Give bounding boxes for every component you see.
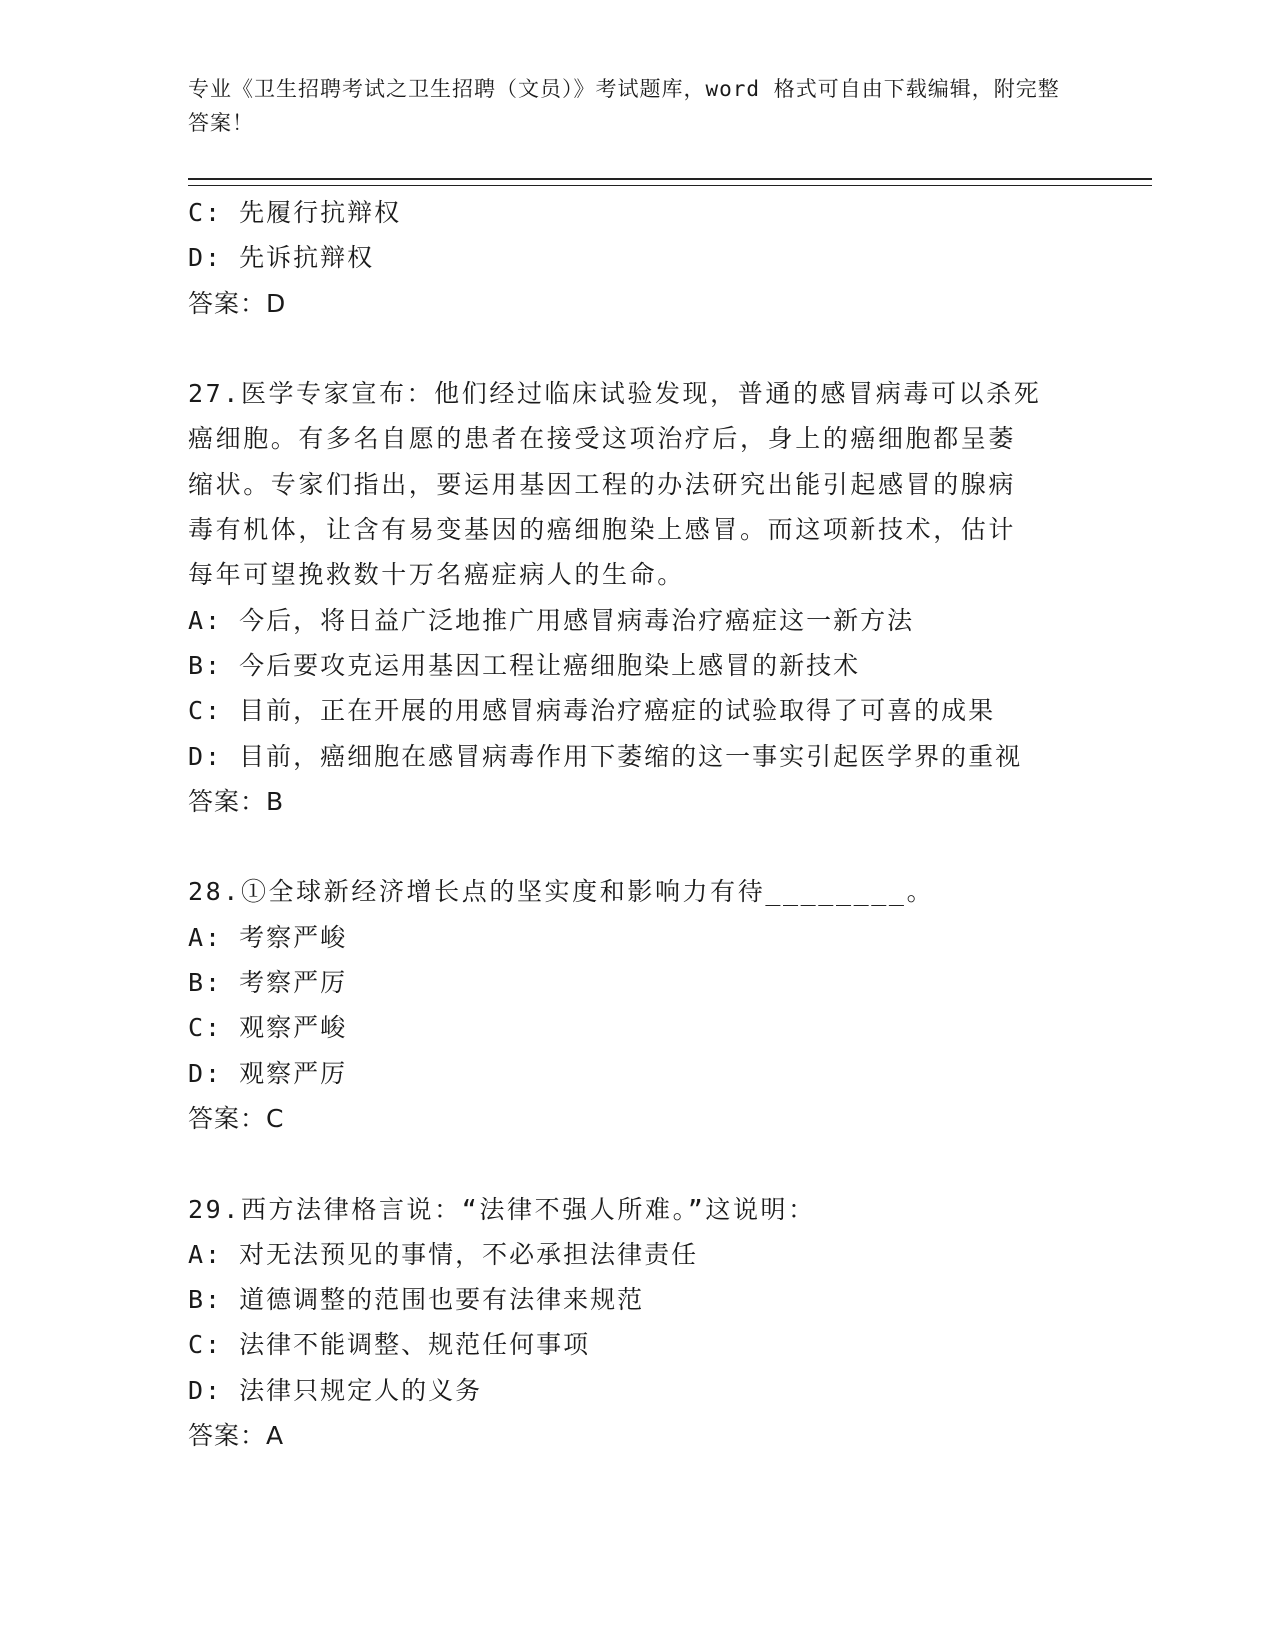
page-header: 专业《卫生招聘考试之卫生招聘（文员）》考试题库，word 格式可自由下载编辑，附完整答案！: [188, 77, 1060, 135]
question-27-answer: 答案：B: [188, 786, 285, 816]
question-29-option-b: B: 道德调整的范围也要有法律来规范: [188, 1285, 645, 1315]
question-28-stem: 28.①全球新经济增长点的坚实度和影响力有待________。: [188, 877, 935, 907]
question-27-stem-line-5: 每年可望挽救数十万名癌症病人的生命。: [188, 560, 685, 590]
question-27-stem-line-4: 毒有机体，让含有易变基因的癌细胞染上感冒。而这项新技术，估计: [188, 515, 1017, 545]
question-29-option-a: A: 对无法预见的事情，不必承担法律责任: [188, 1239, 699, 1269]
question-27-stem-line-2: 癌细胞。有多名自愿的患者在接受这项治疗后，身上的癌细胞都呈萎: [188, 424, 1017, 454]
question-28-option-c: C: 观察严峻: [188, 1013, 348, 1043]
header-divider: [188, 178, 1152, 186]
question-29-answer: 答案：A: [188, 1421, 285, 1451]
spacer: [188, 326, 1088, 371]
document-body: [188, 190, 1088, 1458]
answer: 答案：D: [188, 288, 287, 318]
question-29-option-d: D: 法律只规定人的义务: [188, 1375, 483, 1405]
question-27-option-b: B: 今后要攻克运用基因工程让癌细胞染上感冒的新技术: [188, 650, 861, 680]
question-27-stem-line-3: 缩状。专家们指出，要运用基因工程的办法研究出能引起感冒的腺病: [188, 469, 1017, 499]
option-c: C: 先履行抗辩权: [188, 198, 402, 227]
question-28-option-d: D: 观察严厉: [188, 1058, 348, 1088]
question-29-stem: 29.西方法律格言说：“法律不强人所难。”这说明：: [188, 1194, 816, 1224]
spacer: [188, 1141, 1088, 1186]
question-27-option-c: C: 目前，正在开展的用感冒病毒治疗癌症的试验取得了可喜的成果: [188, 696, 996, 726]
question-27-option-d: D: 目前，癌细胞在感冒病毒作用下萎缩的这一事实引起医学界的重视: [188, 741, 1023, 771]
question-28-answer: 答案：C: [188, 1103, 285, 1133]
question-29-option-c: C: 法律不能调整、规范任何事项: [188, 1330, 591, 1360]
question-27-stem-line-1: 27.医学专家宣布：他们经过临床试验发现，普通的感冒病毒可以杀死: [188, 379, 1042, 409]
spacer: [188, 824, 1088, 869]
question-28-option-b: B: 考察严厉: [188, 968, 348, 998]
question-28-option-a: A: 考察严峻: [188, 922, 348, 952]
option-d: D: 先诉抗辩权: [188, 243, 375, 273]
question-27-option-a: A: 今后，将日益广泛地推广用感冒病毒治疗癌症这一新方法: [188, 605, 915, 635]
